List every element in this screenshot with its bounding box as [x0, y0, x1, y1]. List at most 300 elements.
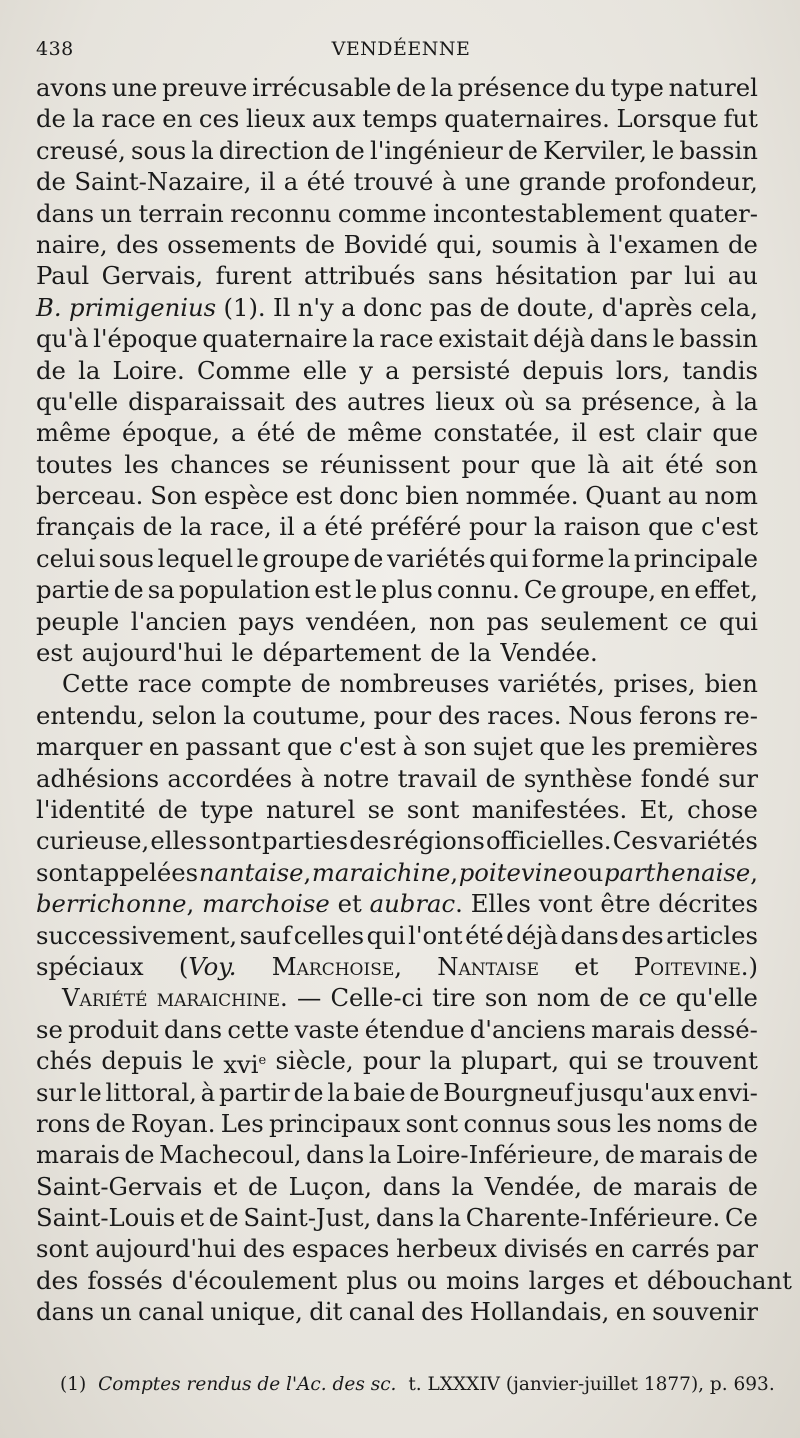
footnote-source: Comptes rendus de l'Ac. des sc.	[98, 1374, 397, 1395]
text-run: ossements	[167, 229, 297, 259]
word	[616, 1296, 646, 1327]
text-run: dans	[382, 1171, 441, 1201]
word	[231, 417, 246, 448]
text-run: sont	[36, 1234, 89, 1264]
word	[438, 700, 480, 731]
text-run: Nous	[568, 700, 633, 730]
text-run: aubrac	[369, 889, 456, 919]
text-run: principaux	[269, 1108, 401, 1138]
word	[574, 951, 598, 982]
text-line	[36, 763, 758, 794]
text-run: de	[95, 1108, 126, 1138]
text-run: nantaise	[198, 857, 304, 887]
word	[294, 1077, 324, 1108]
word	[275, 1045, 353, 1076]
word	[728, 1171, 758, 1202]
text-run: adhésions	[36, 763, 160, 793]
word	[590, 323, 648, 354]
text-run: marquer	[36, 732, 143, 762]
word	[466, 1202, 720, 1233]
word	[486, 825, 612, 856]
text-run: déjà	[533, 324, 586, 354]
word	[529, 1265, 605, 1296]
text-run: sont	[405, 1108, 459, 1138]
text-run: appelées	[89, 857, 199, 887]
text-run: la	[469, 638, 492, 668]
word	[302, 511, 317, 542]
text-line	[36, 794, 758, 825]
word	[292, 1233, 389, 1264]
text-run: parthenaise	[604, 857, 751, 887]
text-run: en	[148, 732, 179, 762]
text-run: Comme	[196, 355, 291, 385]
word	[324, 511, 363, 542]
text-run: français	[36, 512, 136, 542]
text-run: la	[368, 1140, 392, 1170]
text-run: compte	[200, 669, 292, 699]
text-line	[36, 637, 758, 668]
word	[167, 763, 292, 794]
text-run: reconnu	[230, 198, 332, 228]
word	[262, 825, 348, 856]
word	[658, 888, 758, 919]
text-line	[36, 1265, 792, 1296]
word	[657, 1108, 723, 1139]
word	[149, 731, 179, 762]
word	[159, 1139, 301, 1170]
word	[216, 260, 292, 291]
word	[237, 543, 259, 574]
text-line	[36, 606, 758, 637]
word	[180, 1202, 204, 1233]
text-run: Vendée.	[500, 638, 598, 668]
text-run: existait	[438, 324, 529, 354]
word	[435, 386, 494, 417]
word	[437, 574, 520, 605]
text-run: Celle-ci	[330, 983, 423, 1013]
text-run: dans	[163, 1014, 223, 1044]
word	[621, 449, 653, 480]
text-run: trouvent	[652, 1046, 758, 1076]
word	[369, 1139, 391, 1170]
word	[633, 731, 758, 762]
word	[93, 323, 198, 354]
word	[202, 323, 347, 354]
word	[179, 951, 237, 982]
text-run: et	[574, 951, 599, 981]
word	[106, 1077, 197, 1108]
text-run: pour	[362, 1046, 421, 1076]
text-run: est	[295, 481, 333, 511]
text-run: la	[429, 1046, 452, 1076]
text-run: Saint-Gervais	[36, 1171, 203, 1201]
text-run: Poitevine	[633, 951, 741, 981]
word	[243, 1202, 371, 1233]
text-run: même	[36, 418, 111, 448]
text-run: par	[630, 261, 672, 291]
word	[349, 825, 391, 856]
text-run: fossés	[87, 1265, 163, 1295]
text-run: a	[385, 355, 400, 385]
word	[248, 1171, 278, 1202]
word	[591, 1014, 675, 1045]
text-run: non	[428, 606, 475, 636]
text-run: espèce	[204, 481, 289, 511]
word	[614, 1265, 638, 1296]
text-run: bassin	[679, 324, 758, 354]
word	[408, 920, 463, 951]
word	[564, 511, 641, 542]
text-run: Lorsque	[616, 104, 717, 134]
text-run: unique,	[210, 1297, 303, 1327]
word	[437, 951, 539, 982]
word	[113, 355, 185, 386]
text-run: variétés	[659, 826, 758, 856]
text-run: donc	[362, 292, 423, 322]
word	[36, 1014, 63, 1045]
word	[604, 857, 758, 888]
text-run: Nantaise	[437, 951, 540, 981]
word	[701, 511, 758, 542]
text-run: pas	[486, 606, 529, 636]
word	[36, 888, 194, 919]
text-line	[36, 1171, 758, 1202]
text-run: de	[36, 355, 66, 385]
word	[687, 794, 758, 825]
word	[73, 103, 95, 134]
text-run: naturel	[265, 794, 356, 824]
word	[679, 135, 757, 166]
word	[262, 543, 349, 574]
text-run: Kerviler,	[543, 135, 647, 165]
text-run: d'après	[601, 292, 693, 322]
word	[89, 857, 198, 888]
text-run: l'ont	[408, 920, 463, 950]
text-run: celui	[36, 543, 96, 573]
word	[296, 480, 333, 511]
word	[665, 449, 704, 480]
word	[374, 700, 431, 731]
text-run: ait	[621, 449, 654, 479]
word	[201, 1077, 216, 1108]
text-run: été	[665, 449, 704, 479]
word	[634, 543, 758, 574]
word	[602, 292, 693, 323]
word	[101, 103, 155, 134]
word	[211, 1296, 303, 1327]
text-run: sa	[147, 575, 175, 605]
word	[82, 637, 223, 668]
word	[653, 323, 675, 354]
text-run: spéciaux	[36, 951, 144, 981]
word	[469, 637, 491, 668]
word	[294, 920, 364, 951]
text-run: travail	[397, 763, 478, 793]
text-line	[36, 888, 758, 919]
text-run: ferons	[639, 700, 717, 730]
word	[36, 1296, 94, 1327]
word	[534, 511, 556, 542]
word	[339, 731, 396, 762]
text-run: de	[485, 763, 516, 793]
text-run: races.	[487, 700, 562, 730]
text-line	[36, 229, 758, 260]
text-run: de	[727, 229, 758, 259]
word	[304, 260, 415, 291]
word	[698, 1077, 758, 1108]
word	[412, 355, 510, 386]
word	[711, 386, 726, 417]
text-run: à	[300, 763, 315, 793]
text-run: envi-	[698, 1077, 758, 1107]
text-run: à	[711, 386, 726, 416]
text-run: de	[36, 104, 66, 134]
text-run: articles	[666, 920, 758, 950]
text-run: des	[437, 700, 481, 730]
word	[320, 449, 450, 480]
text-run: .)	[740, 951, 758, 981]
text-run: les	[591, 732, 627, 762]
word	[68, 1014, 159, 1045]
text-run: les	[124, 449, 159, 479]
text-run: Loire.	[112, 355, 185, 385]
text-run: race	[101, 104, 156, 134]
text-run: l'ancien	[130, 606, 227, 636]
text-line	[36, 386, 758, 417]
word	[470, 1296, 610, 1327]
text-run: étendue	[364, 1014, 465, 1044]
text-run: ce	[679, 606, 708, 636]
text-run: débouchant	[647, 1265, 792, 1295]
word	[266, 794, 355, 825]
word	[260, 166, 276, 197]
text-run: un	[100, 1297, 132, 1327]
word	[398, 763, 478, 794]
word	[179, 574, 310, 605]
text-run: donc	[339, 481, 399, 511]
word	[164, 1014, 222, 1045]
word	[208, 825, 261, 856]
word	[473, 731, 533, 762]
text-run: qui	[489, 543, 529, 573]
text-run: pour	[461, 449, 519, 479]
text-run: souvenir	[652, 1297, 758, 1327]
text-run: de	[728, 1140, 758, 1170]
text-run: plupart,	[461, 1046, 560, 1076]
word	[630, 260, 672, 291]
text-run: aujourd'hui	[95, 1234, 237, 1264]
text-run: ,	[303, 857, 312, 887]
text-run: population	[178, 575, 311, 605]
word	[736, 386, 758, 417]
text-line	[36, 857, 758, 888]
text-run: Loire-Inférieure,	[395, 1140, 601, 1170]
text-line	[36, 1077, 758, 1108]
word	[243, 1233, 285, 1264]
word	[433, 417, 560, 448]
text-run: son	[484, 983, 528, 1013]
text-run: été	[306, 167, 346, 197]
text-run: préféré	[370, 512, 462, 542]
text-run: sur	[718, 763, 758, 793]
text-line	[36, 920, 758, 951]
text-run: de	[113, 575, 144, 605]
text-run: c'est	[339, 732, 397, 762]
text-run: été	[324, 512, 363, 542]
text-run: marais	[639, 1140, 724, 1170]
text-run: de	[305, 229, 336, 259]
text-run: été	[465, 920, 504, 950]
text-run: Il	[272, 292, 291, 322]
word	[631, 1233, 709, 1264]
word	[432, 982, 476, 1013]
running-title: VENDÉENNE	[331, 38, 471, 60]
word	[36, 1108, 90, 1139]
text-run: variétés,	[498, 669, 605, 699]
word	[370, 135, 503, 166]
word	[469, 511, 526, 542]
text-line	[36, 1014, 758, 1045]
text-run: à	[200, 1077, 216, 1107]
word	[430, 637, 460, 668]
text-run: Cette	[62, 669, 129, 699]
text-run: incontestablement	[433, 198, 662, 228]
word	[387, 543, 486, 574]
text-run: chances	[170, 449, 271, 479]
word	[376, 1202, 434, 1233]
word	[223, 1045, 267, 1080]
word	[36, 260, 89, 291]
word	[213, 1171, 237, 1202]
word	[575, 72, 606, 103]
footnote-reference: t. LXXXIV (janvier-juillet 1877), p. 693.	[408, 1374, 775, 1395]
word	[424, 731, 467, 762]
word	[36, 480, 143, 511]
text-run: herbeux	[396, 1234, 497, 1264]
text-run: Marchoise	[271, 951, 395, 981]
word	[592, 731, 627, 762]
word	[131, 1108, 216, 1139]
text-run: berceau.	[36, 481, 144, 511]
word	[338, 198, 427, 229]
text-run: persisté	[411, 355, 511, 385]
word	[150, 825, 207, 856]
word	[383, 1171, 441, 1202]
word	[128, 386, 285, 417]
text-run: le	[231, 638, 254, 668]
word	[298, 292, 334, 323]
word	[199, 857, 311, 888]
word	[489, 543, 528, 574]
word	[36, 229, 108, 260]
word	[487, 700, 561, 731]
text-run: Ces	[612, 826, 659, 856]
text-line	[36, 417, 758, 448]
text-run: dans	[375, 1203, 435, 1233]
text-run: naire,	[36, 229, 108, 259]
text-run: Hollandais,	[469, 1297, 610, 1327]
word	[585, 480, 660, 511]
text-run: nom	[704, 481, 758, 511]
word	[69, 292, 216, 323]
word	[202, 888, 330, 919]
text-run: de	[508, 135, 538, 165]
text-run: sous	[556, 1108, 612, 1138]
text-run: attribués	[304, 261, 416, 291]
text-run: la	[72, 104, 95, 134]
word	[438, 323, 528, 354]
text-run: race	[379, 324, 434, 354]
word	[409, 1077, 439, 1108]
text-run: nommée.	[465, 481, 579, 511]
text-run: de	[592, 1171, 623, 1201]
text-run: parties	[262, 826, 349, 856]
word	[396, 1139, 600, 1170]
word	[452, 1171, 474, 1202]
text-run: variétés	[386, 543, 486, 573]
text-run: depuis	[101, 1046, 183, 1076]
text-run: premières	[632, 732, 758, 762]
text-run: le	[652, 324, 675, 354]
text-run: selon	[151, 700, 217, 730]
word	[87, 1265, 162, 1296]
word	[197, 355, 291, 386]
word	[272, 951, 402, 982]
text-run: re-	[723, 700, 758, 730]
text-run: la	[533, 512, 557, 542]
text-run: ou	[573, 857, 604, 887]
text-run: ou	[406, 1265, 438, 1295]
word	[577, 1077, 694, 1108]
text-run: que	[539, 732, 586, 762]
text-run: Charente-Inférieure.	[465, 1203, 721, 1233]
word	[676, 982, 758, 1013]
word	[593, 1171, 623, 1202]
word	[186, 731, 281, 762]
text-run: effet,	[694, 575, 758, 605]
text-run: tandis	[682, 355, 758, 385]
word	[367, 920, 406, 951]
word	[639, 982, 667, 1013]
word	[640, 794, 675, 825]
word	[371, 511, 462, 542]
word	[586, 229, 601, 260]
text-run: les	[616, 1108, 652, 1138]
word	[152, 700, 217, 731]
word	[679, 606, 707, 637]
word	[62, 668, 129, 699]
text-run: marais	[633, 1171, 718, 1201]
text-run: de	[36, 167, 66, 197]
text-run: est	[598, 418, 635, 448]
word	[495, 260, 617, 291]
word	[257, 417, 296, 448]
text-run: Ce	[724, 1203, 758, 1233]
text-line	[36, 700, 758, 731]
text-run: la	[223, 700, 246, 730]
word	[143, 511, 173, 542]
word	[616, 103, 716, 134]
text-run: la	[180, 512, 203, 542]
word	[252, 700, 366, 731]
text-run: au	[727, 261, 758, 291]
word	[36, 1171, 202, 1202]
word	[660, 574, 690, 605]
word	[354, 166, 434, 197]
text-run: lui	[684, 261, 716, 291]
word	[568, 1045, 607, 1076]
text-run: de	[300, 669, 331, 699]
